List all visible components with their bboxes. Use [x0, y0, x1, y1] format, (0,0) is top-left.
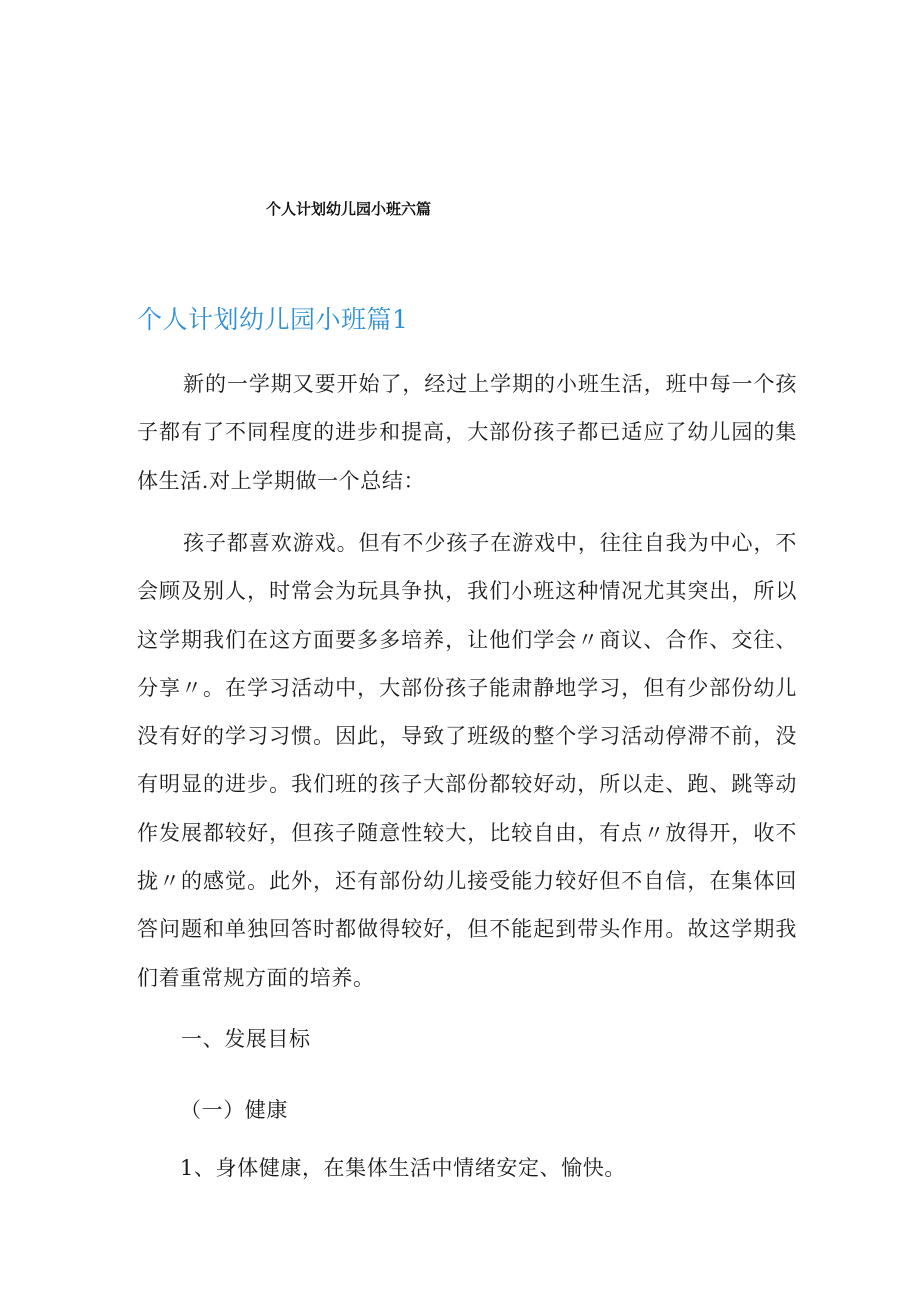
goal-heading: 一、发展目标 [181, 1027, 311, 1051]
health-subheading: （一）健康 [180, 1098, 288, 1122]
paragraph-summary: 孩子都喜欢游戏。但有不少孩子在游戏中，往往自我为中心，不会顾及别人，时常会为玩具争执，我们小班这种情况尤其突出，所以这学期我们在这方面要多多培养，让他们学会〃商议、合作、交往、分享〃。在学习活动中，大部份孩子能肃静地学习，但有少部份幼儿没有好的学习习惯。因此，导致了班级的整个学习活动停滞不前，没有明显的进步。我们班的孩子大部份都较好动，所以走、跑、跳等动作发展都较好，但孩子随意性较大，比较自由，有点〃放得开，收不拢〃的感觉。此外，还有部份幼儿接受能力较好但不自信，在集体回答问题和单独回答时都做得较好，但不能起到带头作用。故这学期我们着重常规方面的培养。 [137, 531, 797, 990]
section-heading: 个人计划幼儿园小班篇1 [137, 305, 409, 334]
paragraph-intro: 新的一学期又要开始了，经过上学期的小班生活，班中每一个孩子都有了不同程度的进步和提高，大部份孩子都已适应了幼儿园的集体生活.对上学期做一个总结： [137, 372, 797, 493]
list-item: 1、身体健康，在集体生活中情绪安定、愉快。 [180, 1156, 626, 1180]
document-title: 个人计划幼儿园小班六篇 [266, 200, 432, 218]
